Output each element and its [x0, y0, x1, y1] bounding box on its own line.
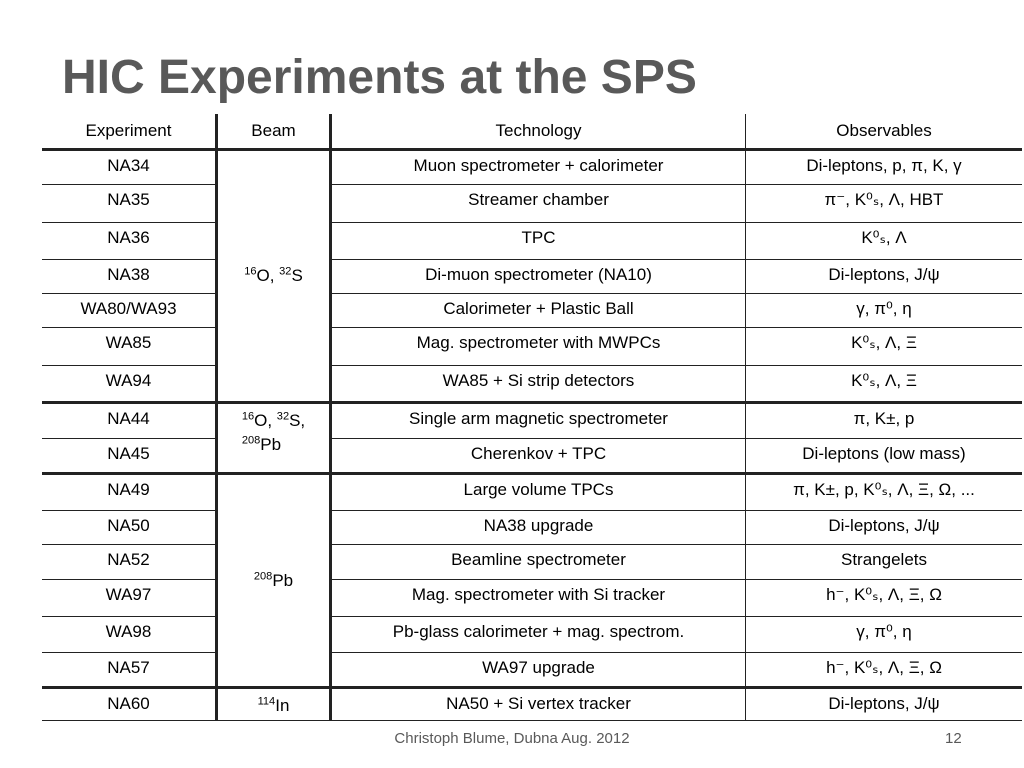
cell-observables: Di-leptons, p, π, K, γ	[746, 150, 1023, 185]
table-row	[42, 403, 1022, 439]
cell-experiment: NA45	[42, 439, 217, 474]
table-row	[42, 653, 1022, 688]
table-row	[42, 150, 1022, 185]
slide-title: HIC Experiments at the SPS	[62, 51, 697, 104]
cell-experiment: WA80/WA93	[42, 294, 217, 328]
cell-experiment: NA50	[42, 511, 217, 545]
cell-technology: Streamer chamber	[331, 185, 746, 223]
header-observables: Observables	[746, 114, 1023, 150]
cell-observables: π, K±, p	[746, 403, 1023, 439]
cell-observables: K⁰ₛ, Λ	[746, 223, 1023, 260]
table-row	[42, 328, 1022, 366]
cell-observables: π, K±, p, K⁰ₛ, Λ, Ξ, Ω, ...	[746, 474, 1023, 511]
cell-observables: h⁻, K⁰ₛ, Λ, Ξ, Ω	[746, 653, 1023, 688]
cell-observables: Di-leptons, J/ψ	[746, 511, 1023, 545]
table-row	[42, 439, 1022, 474]
table-row	[42, 185, 1022, 223]
cell-technology: Single arm magnetic spectrometer	[331, 403, 746, 439]
cell-experiment: WA97	[42, 580, 217, 617]
cell-technology: Mag. spectrometer with Si tracker	[331, 580, 746, 617]
experiments-table	[42, 114, 1022, 721]
header-technology: Technology	[331, 114, 746, 150]
cell-observables: K⁰ₛ, Λ, Ξ	[746, 328, 1023, 366]
cell-experiment: NA52	[42, 545, 217, 580]
cell-technology: NA38 upgrade	[331, 511, 746, 545]
page-number: 12	[945, 730, 962, 747]
cell-technology: Muon spectrometer + calorimeter	[331, 150, 746, 185]
cell-observables: K⁰ₛ, Λ, Ξ	[746, 366, 1023, 403]
beam-pb: $^{208}$Pb	[253, 569, 294, 590]
cell-technology: Mag. spectrometer with MWPCs	[331, 328, 746, 366]
cell-experiment: WA98	[42, 617, 217, 653]
cell-experiment: WA85	[42, 328, 217, 366]
cell-experiment: NA60	[42, 688, 217, 721]
beam-o-s: $^{16}$O, $^{32}$S	[244, 265, 303, 285]
cell-experiment: NA34	[42, 150, 217, 185]
cell-observables: Strangelets	[746, 545, 1023, 580]
cell-technology: WA85 + Si strip detectors	[331, 366, 746, 403]
table-row	[42, 260, 1022, 294]
cell-technology: Cherenkov + TPC	[331, 439, 746, 474]
cell-technology: WA97 upgrade	[331, 653, 746, 688]
table-row	[42, 366, 1022, 403]
cell-observables: γ, π⁰, η	[746, 294, 1023, 328]
cell-observables: π⁻, K⁰ₛ, Λ, HBT	[746, 185, 1023, 223]
cell-experiment: NA35	[42, 185, 217, 223]
cell-observables: Di-leptons (low mass)	[746, 439, 1023, 474]
table-row	[42, 511, 1022, 545]
cell-technology: NA50 + Si vertex tracker	[331, 688, 746, 721]
cell-experiment: NA36	[42, 223, 217, 260]
cell-beam	[217, 150, 331, 403]
cell-experiment: NA38	[42, 260, 217, 294]
cell-technology: Calorimeter + Plastic Ball	[331, 294, 746, 328]
beam-o-s-pb: $^{16}$O, $^{32}$S, $^{208}$Pb	[241, 410, 306, 454]
cell-beam	[217, 474, 331, 688]
cell-experiment: WA94	[42, 366, 217, 403]
table-row	[42, 688, 1022, 721]
cell-technology: Large volume TPCs	[331, 474, 746, 511]
cell-experiment: NA57	[42, 653, 217, 688]
table-row	[42, 617, 1022, 653]
beam-in: $^{114}$In	[257, 695, 290, 715]
cell-technology: Beamline spectrometer	[331, 545, 746, 580]
header-beam: Beam	[217, 114, 331, 150]
slide-footer: Christoph Blume, Dubna Aug. 2012	[394, 730, 630, 747]
table-row	[42, 223, 1022, 260]
cell-beam	[217, 403, 331, 474]
cell-observables: Di-leptons, J/ψ	[746, 688, 1023, 721]
table-header-row	[42, 114, 1022, 150]
table-row	[42, 294, 1022, 328]
cell-technology: Di-muon spectrometer (NA10)	[331, 260, 746, 294]
table-row	[42, 474, 1022, 511]
header-experiment: Experiment	[42, 114, 217, 150]
cell-observables: Di-leptons, J/ψ	[746, 260, 1023, 294]
table-row	[42, 580, 1022, 617]
cell-observables: γ, π⁰, η	[746, 617, 1023, 653]
cell-observables: h⁻, K⁰ₛ, Λ, Ξ, Ω	[746, 580, 1023, 617]
cell-experiment: NA44	[42, 403, 217, 439]
cell-technology: Pb-glass calorimeter + mag. spectrom.	[331, 617, 746, 653]
cell-experiment: NA49	[42, 474, 217, 511]
cell-technology: TPC	[331, 223, 746, 260]
cell-beam	[217, 688, 331, 721]
table-row	[42, 545, 1022, 580]
